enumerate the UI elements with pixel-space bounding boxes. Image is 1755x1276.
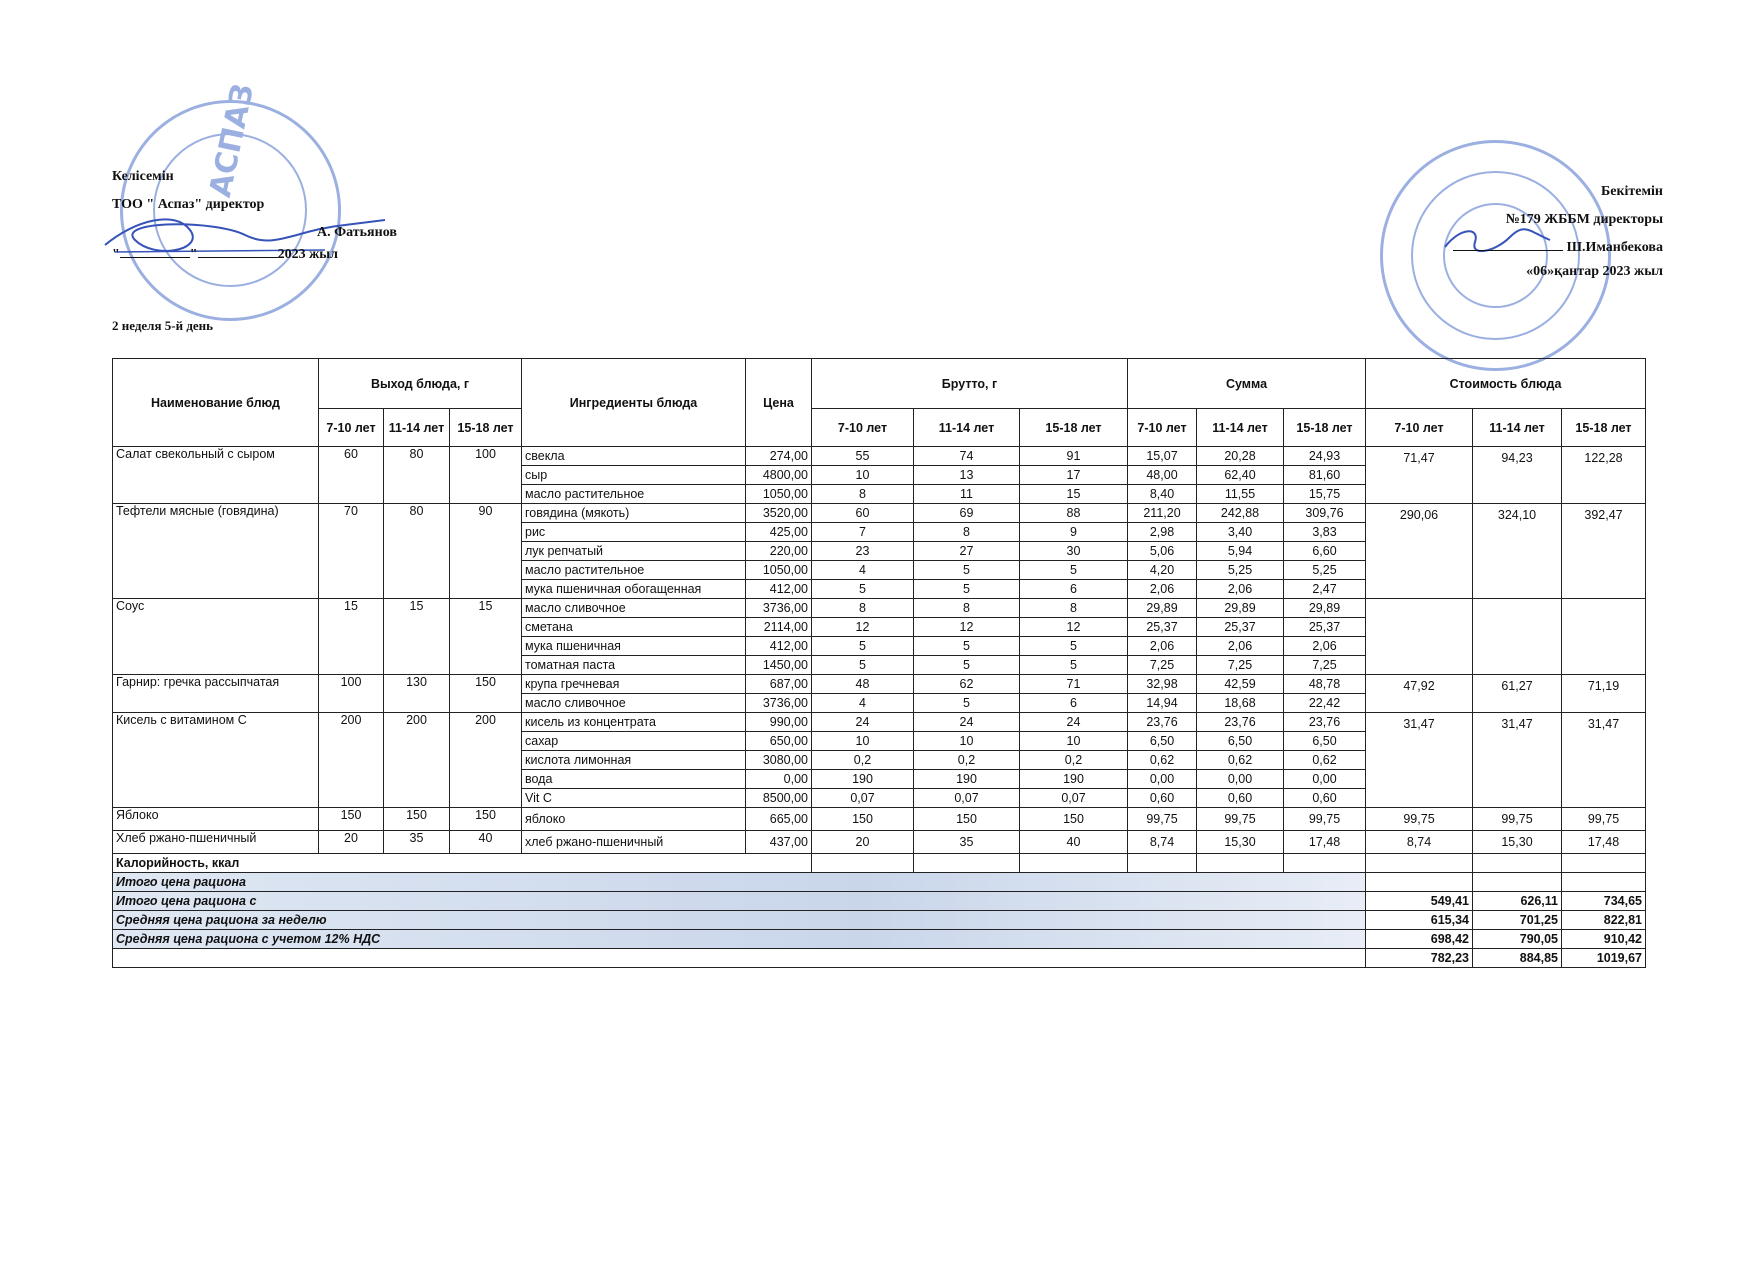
ingredient-name: кисель из концентрата bbox=[522, 713, 746, 732]
dish-yield: 150 bbox=[319, 808, 384, 831]
ingredient-name: яблоко bbox=[522, 808, 746, 831]
table-row bbox=[113, 831, 1646, 854]
dish-yield: 100 bbox=[450, 447, 522, 504]
age-header-yield-3: 15-18 лет bbox=[450, 409, 522, 447]
ingredient-sum: 29,89 bbox=[1128, 599, 1197, 618]
ingredient-sum: 99,75 bbox=[1128, 808, 1197, 831]
summary-value bbox=[1562, 873, 1646, 892]
ingredient-sum: 2,06 bbox=[1128, 637, 1197, 656]
summary-value bbox=[1366, 873, 1473, 892]
ingredient-sum: 14,94 bbox=[1128, 694, 1197, 713]
dish-yield: 15 bbox=[384, 599, 450, 675]
summary-value: 734,65 bbox=[1562, 892, 1646, 911]
ingredient-name: сметана bbox=[522, 618, 746, 637]
dish-name: Яблоко bbox=[113, 808, 319, 831]
dish-cost: 31,47 bbox=[1366, 713, 1473, 808]
approval-year: 2023 жыл bbox=[277, 247, 338, 262]
dish-cost: 122,28 bbox=[1562, 447, 1646, 504]
ingredient-brutto: 0,2 bbox=[914, 751, 1020, 770]
summary-value bbox=[1473, 873, 1562, 892]
ingredient-sum: 81,60 bbox=[1284, 466, 1366, 485]
ingredient-brutto: 12 bbox=[1020, 618, 1128, 637]
calories-cell bbox=[1284, 854, 1366, 873]
dish-yield: 80 bbox=[384, 447, 450, 504]
summary-value: 822,81 bbox=[1562, 911, 1646, 930]
summary-value: 790,05 bbox=[1473, 930, 1562, 949]
ingredient-sum: 15,30 bbox=[1197, 831, 1284, 854]
summary-value: 549,41 bbox=[1366, 892, 1473, 911]
ingredient-name: мука пшеничная обогащенная bbox=[522, 580, 746, 599]
ingredient-brutto: 150 bbox=[1020, 808, 1128, 831]
ingredient-brutto: 91 bbox=[1020, 447, 1128, 466]
dish-cost: 94,23 bbox=[1473, 447, 1562, 504]
age-header-sum-3: 15-18 лет bbox=[1284, 409, 1366, 447]
ingredient-sum: 7,25 bbox=[1284, 656, 1366, 675]
dish-yield: 150 bbox=[384, 808, 450, 831]
ingredient-sum: 0,00 bbox=[1128, 770, 1197, 789]
ingredient-brutto: 150 bbox=[812, 808, 914, 831]
ingredient-name: кислота лимонная bbox=[522, 751, 746, 770]
ingredient-sum: 2,06 bbox=[1128, 580, 1197, 599]
col-brutto: Брутто, г bbox=[812, 359, 1128, 409]
ingredient-sum: 5,25 bbox=[1197, 561, 1284, 580]
calories-cell bbox=[914, 854, 1020, 873]
dish-cost bbox=[1473, 599, 1562, 675]
age-header-cost-3: 15-18 лет bbox=[1562, 409, 1646, 447]
col-dish-name: Наименование блюд bbox=[113, 359, 319, 447]
ingredient-sum: 0,62 bbox=[1197, 751, 1284, 770]
ingredient-price: 4800,00 bbox=[746, 466, 812, 485]
ingredient-name: крупа гречневая bbox=[522, 675, 746, 694]
dish-cost: 61,27 bbox=[1473, 675, 1562, 713]
header-row-1 bbox=[113, 359, 1646, 409]
ingredient-sum: 2,06 bbox=[1284, 637, 1366, 656]
dish-cost: 8,74 bbox=[1366, 831, 1473, 854]
summary-value: 626,11 bbox=[1473, 892, 1562, 911]
header-row-2 bbox=[113, 409, 1646, 447]
dish-cost: 99,75 bbox=[1473, 808, 1562, 831]
ingredient-brutto: 5 bbox=[812, 637, 914, 656]
ingredient-sum: 25,37 bbox=[1197, 618, 1284, 637]
approval-right bbox=[1453, 183, 1663, 281]
ingredient-price: 3520,00 bbox=[746, 504, 812, 523]
ingredient-brutto: 24 bbox=[812, 713, 914, 732]
ingredient-price: 220,00 bbox=[746, 542, 812, 561]
approval-left bbox=[112, 168, 397, 264]
ingredient-name: хлеб ржано-пшеничный bbox=[522, 831, 746, 854]
ingredient-sum: 5,94 bbox=[1197, 542, 1284, 561]
ingredient-brutto: 27 bbox=[914, 542, 1020, 561]
summary-row bbox=[113, 892, 1646, 911]
ingredient-name: вода bbox=[522, 770, 746, 789]
ingredient-brutto: 5 bbox=[914, 637, 1020, 656]
summary-value: 1019,67 bbox=[1562, 949, 1646, 968]
ingredient-brutto: 5 bbox=[914, 561, 1020, 580]
date-quote-open: " bbox=[112, 247, 120, 262]
week-day-label: 2 неделя 5-й день bbox=[112, 318, 214, 333]
ingredient-price: 412,00 bbox=[746, 637, 812, 656]
summary-label: Средняя цена рациона с учетом 12% НДС bbox=[113, 930, 1366, 949]
ingredient-brutto: 5 bbox=[914, 656, 1020, 675]
ingredient-brutto: 12 bbox=[914, 618, 1020, 637]
dish-cost: 99,75 bbox=[1562, 808, 1646, 831]
ingredient-sum: 0,00 bbox=[1197, 770, 1284, 789]
ingredient-sum: 2,06 bbox=[1197, 580, 1284, 599]
ingredient-sum: 0,62 bbox=[1284, 751, 1366, 770]
dish-yield: 150 bbox=[450, 808, 522, 831]
ingredient-brutto: 12 bbox=[812, 618, 914, 637]
ingredient-sum: 18,68 bbox=[1197, 694, 1284, 713]
ingredient-brutto: 30 bbox=[1020, 542, 1128, 561]
calories-row bbox=[113, 854, 1646, 873]
ingredient-price: 3736,00 bbox=[746, 694, 812, 713]
ingredient-brutto: 5 bbox=[1020, 561, 1128, 580]
ingredient-brutto: 5 bbox=[914, 580, 1020, 599]
ingredient-sum: 6,60 bbox=[1284, 542, 1366, 561]
summary-value: 884,85 bbox=[1473, 949, 1562, 968]
ingredient-brutto: 0,07 bbox=[1020, 789, 1128, 808]
ingredient-price: 3080,00 bbox=[746, 751, 812, 770]
dish-cost: 392,47 bbox=[1562, 504, 1646, 599]
calories-label: Калорийность, ккал bbox=[113, 854, 812, 873]
ingredient-sum: 4,20 bbox=[1128, 561, 1197, 580]
ingredient-sum: 17,48 bbox=[1284, 831, 1366, 854]
age-header-sum-1: 7-10 лет bbox=[1128, 409, 1197, 447]
age-header-cost-2: 11-14 лет bbox=[1473, 409, 1562, 447]
ingredient-sum: 3,83 bbox=[1284, 523, 1366, 542]
age-header-yield-1: 7-10 лет bbox=[319, 409, 384, 447]
ingredient-sum: 25,37 bbox=[1128, 618, 1197, 637]
age-header-yield-2: 11-14 лет bbox=[384, 409, 450, 447]
ingredient-brutto: 11 bbox=[914, 485, 1020, 504]
ingredient-brutto: 8 bbox=[914, 523, 1020, 542]
dish-yield: 130 bbox=[384, 675, 450, 713]
ingredient-name: сыр bbox=[522, 466, 746, 485]
ingredient-sum: 29,89 bbox=[1197, 599, 1284, 618]
table-row bbox=[113, 713, 1646, 732]
summary-value: 698,42 bbox=[1366, 930, 1473, 949]
ingredient-brutto: 0,2 bbox=[1020, 751, 1128, 770]
dish-cost: 31,47 bbox=[1473, 713, 1562, 808]
ingredient-brutto: 15 bbox=[1020, 485, 1128, 504]
summary-row bbox=[113, 949, 1646, 968]
summary-row bbox=[113, 873, 1646, 892]
ingredient-brutto: 4 bbox=[812, 561, 914, 580]
dish-yield: 20 bbox=[319, 831, 384, 854]
summary-label: Средняя цена рациона за неделю bbox=[113, 911, 1366, 930]
ingredient-name: говядина (мякоть) bbox=[522, 504, 746, 523]
ingredient-name: свекла bbox=[522, 447, 746, 466]
dish-yield: 200 bbox=[450, 713, 522, 808]
ingredient-sum: 62,40 bbox=[1197, 466, 1284, 485]
ingredient-price: 1050,00 bbox=[746, 485, 812, 504]
dish-cost: 17,48 bbox=[1562, 831, 1646, 854]
summary-value: 782,23 bbox=[1366, 949, 1473, 968]
ingredient-brutto: 8 bbox=[812, 485, 914, 504]
ingredient-price: 0,00 bbox=[746, 770, 812, 789]
summary-label bbox=[113, 949, 1366, 968]
age-header-sum-2: 11-14 лет bbox=[1197, 409, 1284, 447]
summary-label: Итого цена рациона bbox=[113, 873, 1366, 892]
ingredient-brutto: 9 bbox=[1020, 523, 1128, 542]
ingredient-sum: 42,59 bbox=[1197, 675, 1284, 694]
dish-yield: 150 bbox=[450, 675, 522, 713]
ingredient-sum: 2,47 bbox=[1284, 580, 1366, 599]
ingredient-brutto: 5 bbox=[812, 580, 914, 599]
ingredient-name: масло растительное bbox=[522, 561, 746, 580]
ingredient-brutto: 8 bbox=[914, 599, 1020, 618]
ingredient-brutto: 10 bbox=[1020, 732, 1128, 751]
ingredient-brutto: 10 bbox=[812, 732, 914, 751]
summary-row bbox=[113, 930, 1646, 949]
ingredient-sum: 211,20 bbox=[1128, 504, 1197, 523]
calories-cell bbox=[1020, 854, 1128, 873]
table-row bbox=[113, 599, 1646, 618]
dish-yield: 90 bbox=[450, 504, 522, 599]
ingredient-price: 1450,00 bbox=[746, 656, 812, 675]
dish-cost: 47,92 bbox=[1366, 675, 1473, 713]
calories-cell bbox=[1197, 854, 1284, 873]
ingredient-sum: 2,06 bbox=[1197, 637, 1284, 656]
ingredient-sum: 15,07 bbox=[1128, 447, 1197, 466]
dish-yield: 35 bbox=[384, 831, 450, 854]
ingredient-brutto: 6 bbox=[1020, 694, 1128, 713]
dish-yield: 200 bbox=[384, 713, 450, 808]
stamp-word: АСПАЗ bbox=[203, 80, 262, 201]
ingredient-price: 8500,00 bbox=[746, 789, 812, 808]
ingredient-sum: 32,98 bbox=[1128, 675, 1197, 694]
dish-yield: 40 bbox=[450, 831, 522, 854]
ingredient-brutto: 40 bbox=[1020, 831, 1128, 854]
ingredient-brutto: 62 bbox=[914, 675, 1020, 694]
table-row bbox=[113, 447, 1646, 466]
ingredient-sum: 6,50 bbox=[1284, 732, 1366, 751]
ingredient-brutto: 48 bbox=[812, 675, 914, 694]
ingredient-brutto: 10 bbox=[914, 732, 1020, 751]
ingredient-brutto: 5 bbox=[1020, 637, 1128, 656]
ingredient-brutto: 71 bbox=[1020, 675, 1128, 694]
ingredient-sum: 3,40 bbox=[1197, 523, 1284, 542]
ingredient-sum: 0,60 bbox=[1284, 789, 1366, 808]
ingredient-sum: 11,55 bbox=[1197, 485, 1284, 504]
dish-yield: 60 bbox=[319, 447, 384, 504]
ingredient-price: 665,00 bbox=[746, 808, 812, 831]
ingredient-sum: 23,76 bbox=[1128, 713, 1197, 732]
ingredient-name: масло растительное bbox=[522, 485, 746, 504]
dish-yield: 70 bbox=[319, 504, 384, 599]
ingredient-brutto: 4 bbox=[812, 694, 914, 713]
ingredient-sum: 5,25 bbox=[1284, 561, 1366, 580]
ingredient-sum: 99,75 bbox=[1284, 808, 1366, 831]
dish-name: Кисель с витамином С bbox=[113, 713, 319, 808]
ingredient-brutto: 6 bbox=[1020, 580, 1128, 599]
dish-cost: 71,47 bbox=[1366, 447, 1473, 504]
summary-value: 615,34 bbox=[1366, 911, 1473, 930]
ingredient-name: лук репчатый bbox=[522, 542, 746, 561]
dish-cost: 31,47 bbox=[1562, 713, 1646, 808]
col-ingredients: Ингредиенты блюда bbox=[522, 359, 746, 447]
company-director: ТОО " Аспаз" директор bbox=[112, 197, 265, 212]
ingredient-sum: 7,25 bbox=[1197, 656, 1284, 675]
calories-cell bbox=[1473, 854, 1562, 873]
ingredient-brutto: 69 bbox=[914, 504, 1020, 523]
col-price: Цена bbox=[746, 359, 812, 447]
ingredient-sum: 8,74 bbox=[1128, 831, 1197, 854]
ingredient-sum: 15,75 bbox=[1284, 485, 1366, 504]
ingredient-sum: 20,28 bbox=[1197, 447, 1284, 466]
approval-date: «06»қантар 2023 жыл bbox=[1526, 264, 1663, 279]
age-header-cost-1: 7-10 лет bbox=[1366, 409, 1473, 447]
calories-cell bbox=[1128, 854, 1197, 873]
director-name: А. Фатьянов bbox=[317, 225, 397, 240]
ingredient-brutto: 23 bbox=[812, 542, 914, 561]
ingredient-name: рис bbox=[522, 523, 746, 542]
table-row bbox=[113, 808, 1646, 831]
dish-yield: 80 bbox=[384, 504, 450, 599]
dish-yield: 15 bbox=[450, 599, 522, 675]
ingredient-sum: 23,76 bbox=[1284, 713, 1366, 732]
ingredient-price: 687,00 bbox=[746, 675, 812, 694]
ingredient-sum: 0,00 bbox=[1284, 770, 1366, 789]
calories-cell bbox=[812, 854, 914, 873]
ingredient-brutto: 5 bbox=[914, 694, 1020, 713]
ingredient-brutto: 74 bbox=[914, 447, 1020, 466]
dish-cost: 15,30 bbox=[1473, 831, 1562, 854]
ingredient-sum: 0,60 bbox=[1128, 789, 1197, 808]
ingredient-brutto: 5 bbox=[812, 656, 914, 675]
ingredient-sum: 48,00 bbox=[1128, 466, 1197, 485]
ingredient-sum: 6,50 bbox=[1197, 732, 1284, 751]
ingredient-name: мука пшеничная bbox=[522, 637, 746, 656]
ingredient-brutto: 24 bbox=[914, 713, 1020, 732]
ingredient-sum: 48,78 bbox=[1284, 675, 1366, 694]
dish-name: Тефтели мясные (говядина) bbox=[113, 504, 319, 599]
age-header-brutto-1: 7-10 лет bbox=[812, 409, 914, 447]
school-director: №179 ЖББМ директоры bbox=[1505, 212, 1663, 227]
ingredient-sum: 0,62 bbox=[1128, 751, 1197, 770]
agree-label: Келісемін bbox=[112, 169, 174, 184]
ingredient-price: 990,00 bbox=[746, 713, 812, 732]
ingredient-brutto: 8 bbox=[812, 599, 914, 618]
dish-name: Хлеб ржано-пшеничный bbox=[113, 831, 319, 854]
summary-value: 910,42 bbox=[1562, 930, 1646, 949]
ingredient-brutto: 55 bbox=[812, 447, 914, 466]
ingredient-sum: 0,60 bbox=[1197, 789, 1284, 808]
ingredient-brutto: 24 bbox=[1020, 713, 1128, 732]
dish-cost: 290,06 bbox=[1366, 504, 1473, 599]
ingredient-brutto: 7 bbox=[812, 523, 914, 542]
dish-yield: 200 bbox=[319, 713, 384, 808]
ingredient-price: 650,00 bbox=[746, 732, 812, 751]
ingredient-brutto: 0,07 bbox=[812, 789, 914, 808]
ingredient-brutto: 190 bbox=[812, 770, 914, 789]
ingredient-brutto: 17 bbox=[1020, 466, 1128, 485]
age-header-brutto-3: 15-18 лет bbox=[1020, 409, 1128, 447]
dish-name: Салат свекольный с сыром bbox=[113, 447, 319, 504]
dish-cost: 71,19 bbox=[1562, 675, 1646, 713]
ingredient-price: 3736,00 bbox=[746, 599, 812, 618]
ingredient-sum: 29,89 bbox=[1284, 599, 1366, 618]
ingredient-brutto: 20 bbox=[812, 831, 914, 854]
ingredient-sum: 22,42 bbox=[1284, 694, 1366, 713]
table-row bbox=[113, 675, 1646, 694]
col-sum: Сумма bbox=[1128, 359, 1366, 409]
summary-value: 701,25 bbox=[1473, 911, 1562, 930]
ingredient-brutto: 190 bbox=[914, 770, 1020, 789]
ingredient-price: 274,00 bbox=[746, 447, 812, 466]
ingredient-sum: 23,76 bbox=[1197, 713, 1284, 732]
dish-name: Гарнир: гречка рассыпчатая bbox=[113, 675, 319, 713]
ingredient-brutto: 13 bbox=[914, 466, 1020, 485]
ingredient-sum: 24,93 bbox=[1284, 447, 1366, 466]
dish-yield: 100 bbox=[319, 675, 384, 713]
dish-cost: 324,10 bbox=[1473, 504, 1562, 599]
ingredient-price: 1050,00 bbox=[746, 561, 812, 580]
ingredient-name: Vit C bbox=[522, 789, 746, 808]
date-quote-close: " bbox=[189, 247, 198, 262]
dish-cost bbox=[1366, 599, 1473, 675]
ingredient-brutto: 8 bbox=[1020, 599, 1128, 618]
ingredient-name: масло сливочное bbox=[522, 694, 746, 713]
ingredient-brutto: 60 bbox=[812, 504, 914, 523]
ingredient-brutto: 35 bbox=[914, 831, 1020, 854]
ingredient-name: томатная паста bbox=[522, 656, 746, 675]
dish-yield: 15 bbox=[319, 599, 384, 675]
ingredient-sum: 25,37 bbox=[1284, 618, 1366, 637]
ingredient-name: сахар bbox=[522, 732, 746, 751]
dish-cost: 99,75 bbox=[1366, 808, 1473, 831]
ingredient-sum: 2,98 bbox=[1128, 523, 1197, 542]
ingredient-sum: 309,76 bbox=[1284, 504, 1366, 523]
table-row bbox=[113, 504, 1646, 523]
ingredient-brutto: 190 bbox=[1020, 770, 1128, 789]
ingredient-brutto: 10 bbox=[812, 466, 914, 485]
ingredient-sum: 6,50 bbox=[1128, 732, 1197, 751]
dish-cost bbox=[1562, 599, 1646, 675]
school-director-name: Ш.Иманбекова bbox=[1566, 240, 1663, 255]
ingredient-name: масло сливочное bbox=[522, 599, 746, 618]
summary-row bbox=[113, 911, 1646, 930]
calories-cell bbox=[1366, 854, 1473, 873]
ingredient-sum: 7,25 bbox=[1128, 656, 1197, 675]
menu-cost-table bbox=[112, 358, 1646, 968]
ingredient-price: 425,00 bbox=[746, 523, 812, 542]
ingredient-price: 437,00 bbox=[746, 831, 812, 854]
approve-label: Бекітемін bbox=[1600, 184, 1663, 199]
age-header-brutto-2: 11-14 лет bbox=[914, 409, 1020, 447]
ingredient-sum: 99,75 bbox=[1197, 808, 1284, 831]
ingredient-price: 412,00 bbox=[746, 580, 812, 599]
ingredient-price: 2114,00 bbox=[746, 618, 812, 637]
ingredient-brutto: 150 bbox=[914, 808, 1020, 831]
col-yield: Выход блюда, г bbox=[319, 359, 522, 409]
dish-name: Соус bbox=[113, 599, 319, 675]
col-cost: Стоимость блюда bbox=[1366, 359, 1646, 409]
ingredient-brutto: 0,2 bbox=[812, 751, 914, 770]
ingredient-sum: 242,88 bbox=[1197, 504, 1284, 523]
summary-label: Итого цена рациона с bbox=[113, 892, 1366, 911]
ingredient-sum: 5,06 bbox=[1128, 542, 1197, 561]
ingredient-brutto: 88 bbox=[1020, 504, 1128, 523]
ingredient-brutto: 0,07 bbox=[914, 789, 1020, 808]
ingredient-sum: 8,40 bbox=[1128, 485, 1197, 504]
calories-cell bbox=[1562, 854, 1646, 873]
ingredient-brutto: 5 bbox=[1020, 656, 1128, 675]
